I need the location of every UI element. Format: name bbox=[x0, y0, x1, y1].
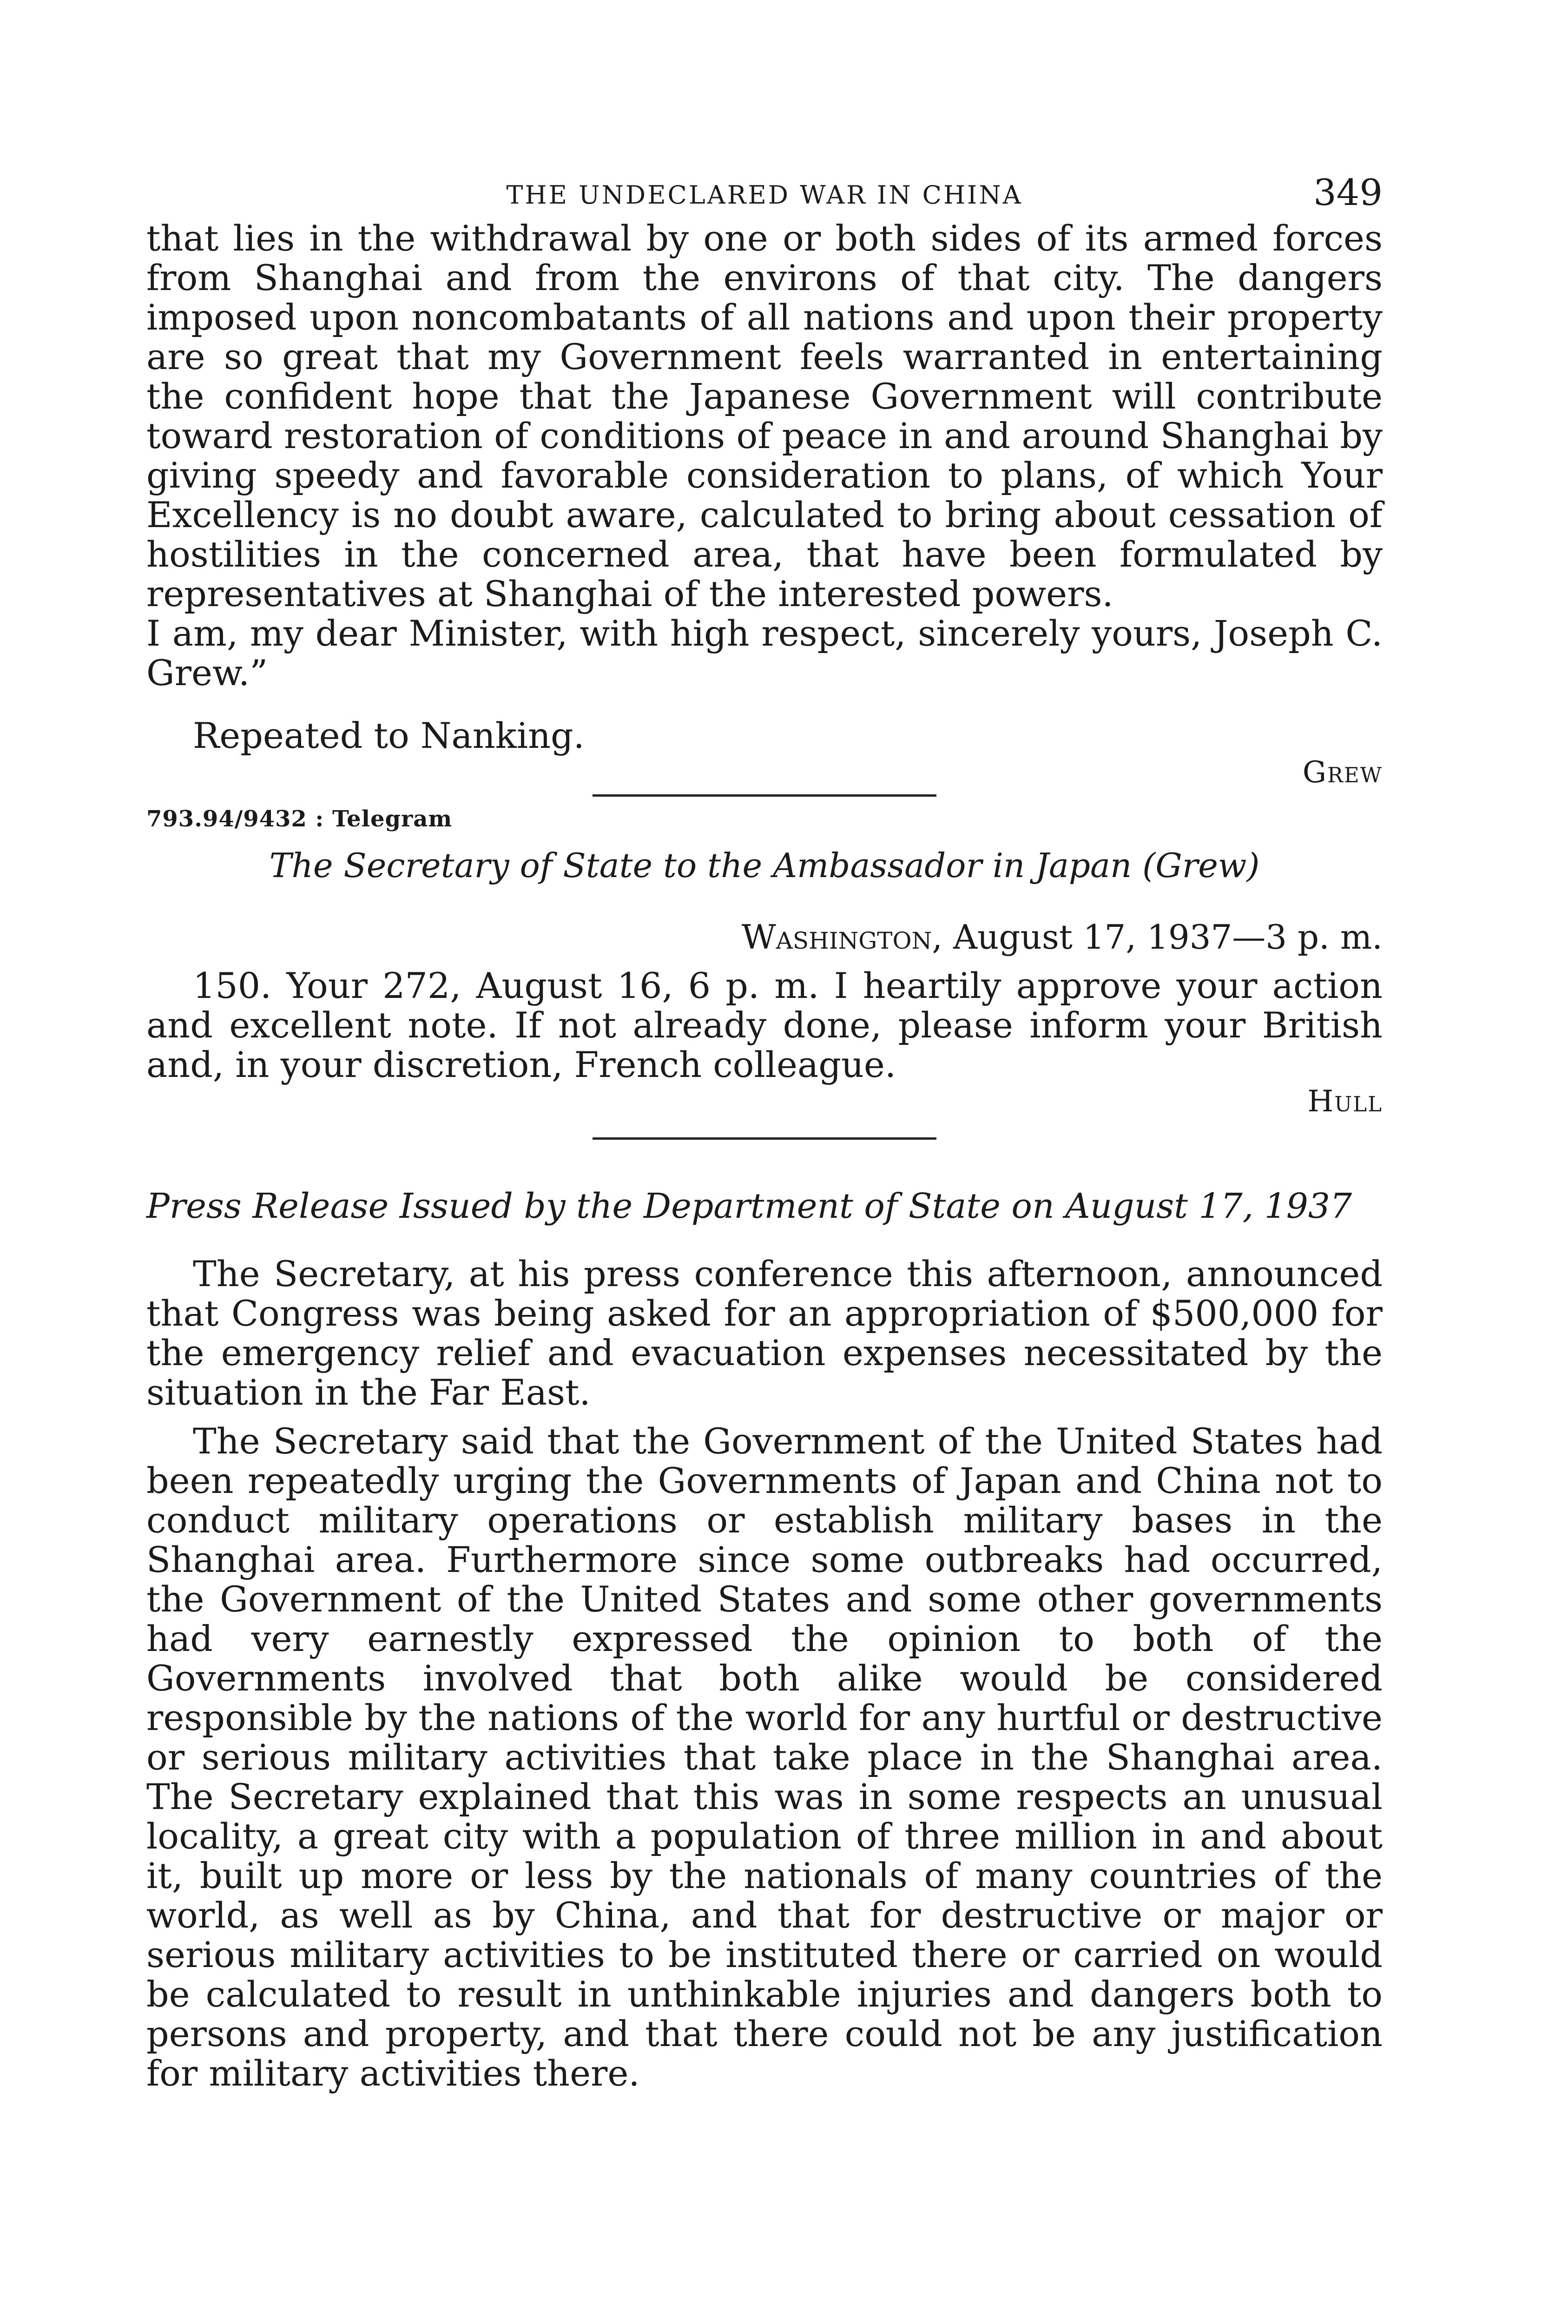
dateline-place: Washington, bbox=[741, 918, 943, 957]
page-number: 349 bbox=[1313, 172, 1383, 214]
telegram-heading: The Secretary of State to the Ambassador in Japan (Grew) bbox=[269, 846, 1260, 885]
letter-closing: I am, my dear Minister, with high respect, sincerely yours, Joseph C. Grew.” bbox=[146, 613, 1383, 693]
running-head bbox=[146, 172, 1383, 214]
dateline bbox=[146, 918, 1383, 957]
section-divider bbox=[593, 794, 936, 797]
section-divider-2 bbox=[593, 1137, 936, 1140]
signature-hull: Hull bbox=[1307, 1084, 1383, 1119]
running-title: THE UNDECLARED WAR IN CHINA bbox=[506, 180, 1023, 210]
letter-continuation: that lies in the withdrawal by one or both sides of its armed forces from Shanghai and from the environs of that city. The dangers imposed upon noncombatants of all nations and upon their property are so great that my Government feels warranted in entertaining the confident hope that the Japanese Government will contribute toward restoration of conditions of peace in and around Shanghai by giving speedy and favorable consideration to plans, of which Your Excellency is no doubt aware, calculated to bring about cessation of hostilities in the concerned area, that have been formulated by representatives at Shanghai of the interested powers. bbox=[146, 218, 1383, 614]
dateline-date: August 17, 1937—3 p. m. bbox=[953, 918, 1383, 957]
press-release-heading: Press Release Issued by the Department of State on August 17, 1937 bbox=[146, 1186, 1352, 1226]
telegram-body: 150. Your 272, August 16, 6 p. m. I heartily approve your action and excellent note. If not already done, please inform your British and, in your discretion, French colleague. bbox=[146, 965, 1383, 1085]
press-paragraph-1: The Secretary, at his press conference this afternoon, announced that Congress was being asked for an appropriation of $500,000 for the emergency relief and evacuation expenses necessitated by the situation in the Far East. bbox=[146, 1253, 1383, 1413]
repeated-note: Repeated to Nanking. bbox=[193, 715, 585, 756]
file-reference: 793.94/9432 : Telegram bbox=[146, 806, 453, 832]
press-paragraph-2: The Secretary said that the Government of the United States had been repeatedly urging the Governments of Japan and China not to conduct military operations or establish military bases in the Shanghai area. Furthermore since some outbreaks had occurred, the Government of the United States and some other governments had very earnestly expressed the opinion to both of the Governments involved that both alike would be considered responsible by the nations of the world for any hurtful or destructive or serious military activities that take place in the Shanghai area. The Secretary explained that this was in some respects an unusual locality, a great city with a population of three million in and about it, built up more or less by the nationals of many countries of the world, as well as by China, and that for destructive or major or serious military activities to be instituted there or carried on would be calculated to result in unthinkable injuries and dangers both to persons and property, and that there could not be any justification for military activities there. bbox=[146, 1420, 1383, 2094]
document-page bbox=[146, 172, 1383, 2093]
signature-grew: Grew bbox=[1302, 755, 1383, 790]
